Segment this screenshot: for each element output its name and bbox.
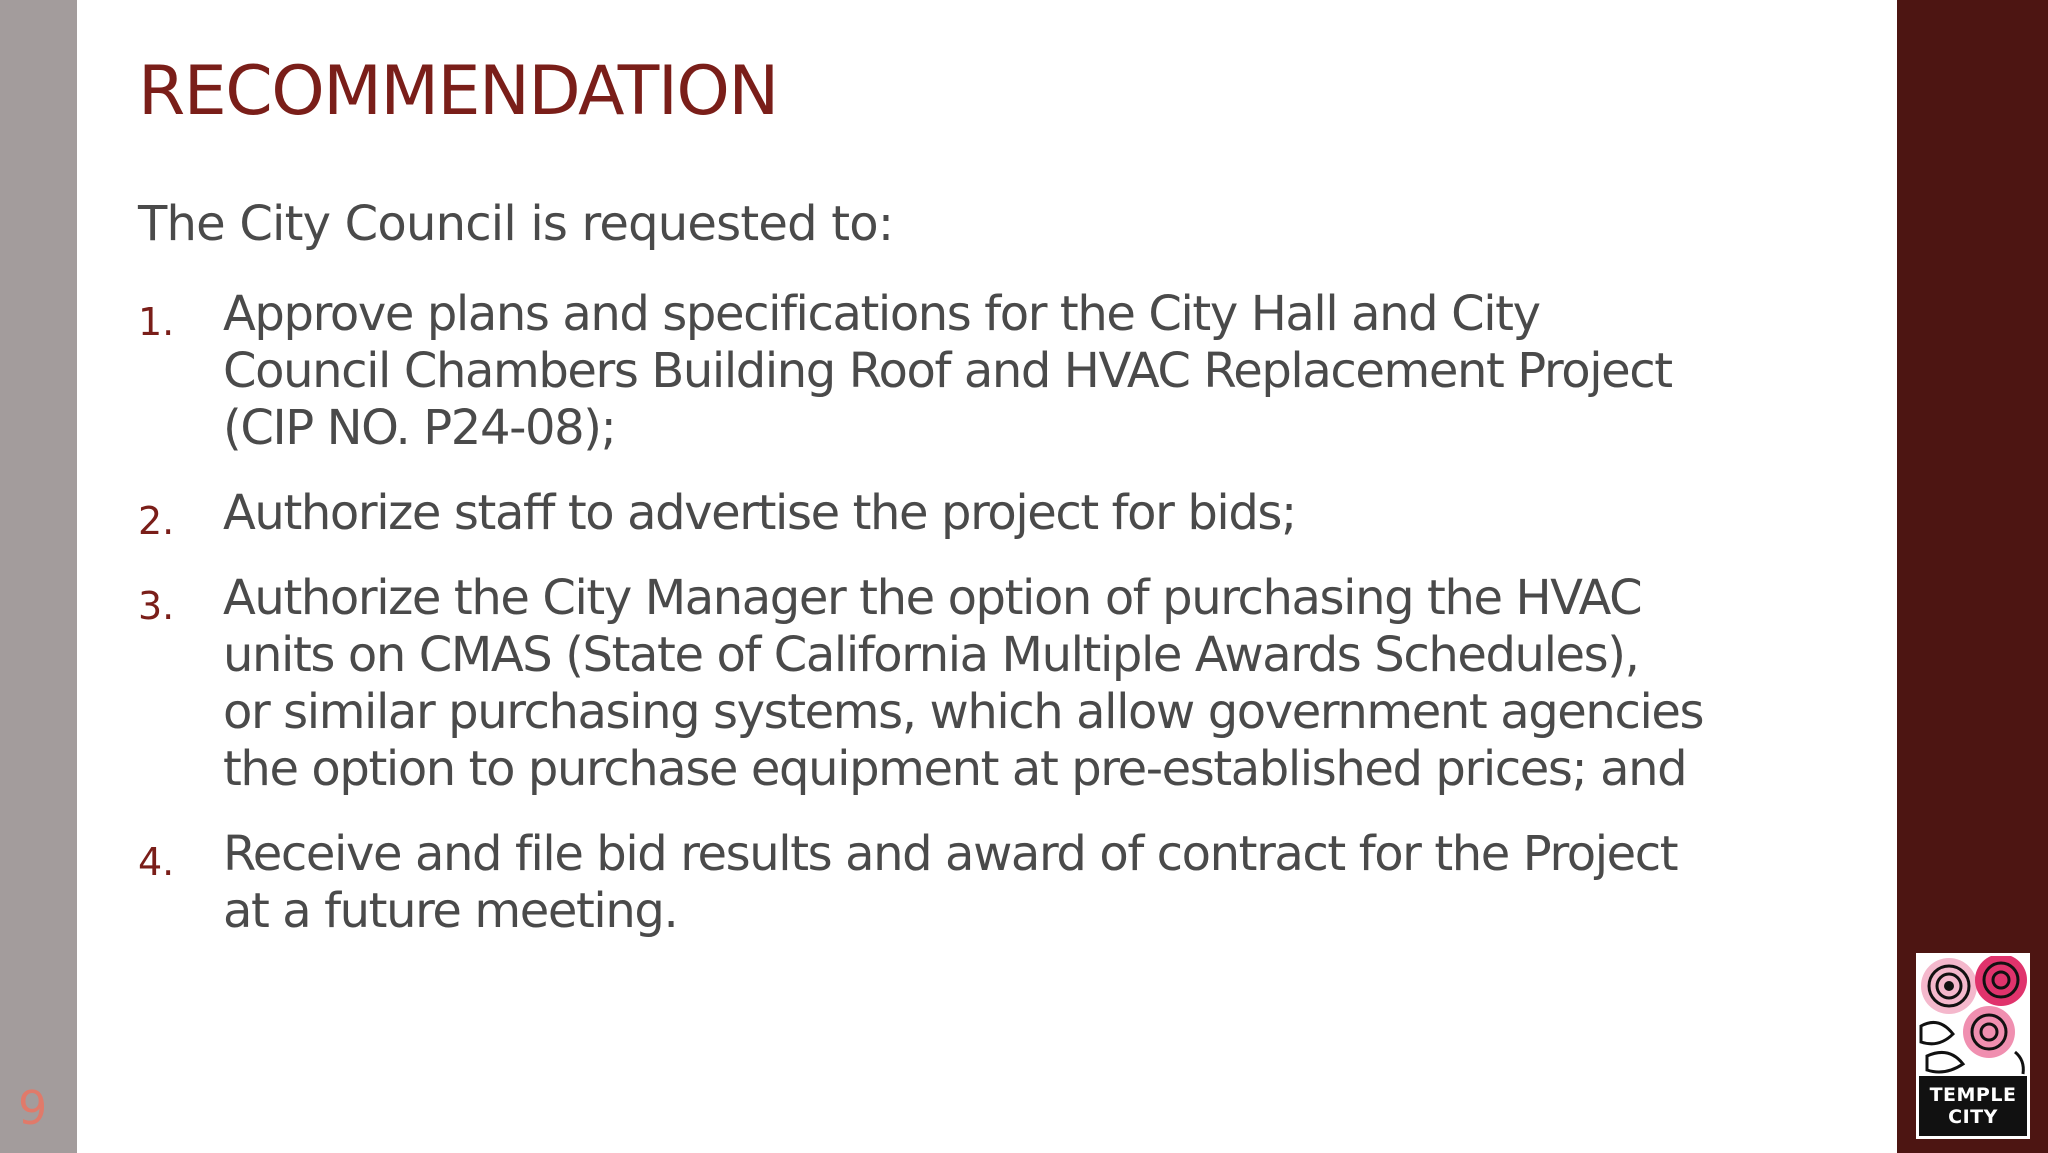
item-line: the option to purchase equipment at pre-established prices; and xyxy=(223,741,1687,797)
item-line: Authorize the City Manager the option of purchasing the HVAC xyxy=(223,570,1642,626)
intro-text: The City Council is requested to: xyxy=(138,196,894,252)
item-number: 1. xyxy=(138,300,175,344)
item-number: 2. xyxy=(138,499,175,543)
left-sidebar-bar xyxy=(0,0,77,1153)
item-text xyxy=(223,485,1888,542)
recommendation-list xyxy=(138,286,1888,968)
logo-text xyxy=(1919,1084,2027,1128)
list-item xyxy=(138,826,1888,940)
item-line: at a future meeting. xyxy=(223,883,678,939)
item-number: 3. xyxy=(138,584,175,628)
item-text xyxy=(223,570,1888,798)
list-item xyxy=(138,286,1888,457)
slide-number: 9 xyxy=(18,1081,48,1135)
logo-line-city: CITY xyxy=(1948,1106,1998,1128)
item-line: Authorize staff to advertise the project for bids; xyxy=(223,485,1296,541)
list-item xyxy=(138,485,1888,542)
rose-icon xyxy=(1919,956,2027,1076)
slide-title: RECOMMENDATION xyxy=(138,52,778,131)
item-line: Receive and file bid results and award of contract for the Project xyxy=(223,826,1678,882)
logo-line-temple: TEMPLE xyxy=(1929,1084,2017,1106)
item-line: Council Chambers Building Roof and HVAC Replacement Project xyxy=(223,343,1672,399)
item-line: or similar purchasing systems, which allow government agencies xyxy=(223,684,1704,740)
item-text xyxy=(223,286,1888,457)
item-number: 4. xyxy=(138,840,175,884)
item-line: Approve plans and specifications for the City Hall and City xyxy=(223,286,1540,342)
list-item xyxy=(138,570,1888,798)
item-line: (CIP NO. P24-08); xyxy=(223,400,616,456)
item-text xyxy=(223,826,1888,940)
temple-city-logo xyxy=(1916,953,2030,1139)
item-line: units on CMAS (State of California Multiple Awards Schedules), xyxy=(223,627,1639,683)
